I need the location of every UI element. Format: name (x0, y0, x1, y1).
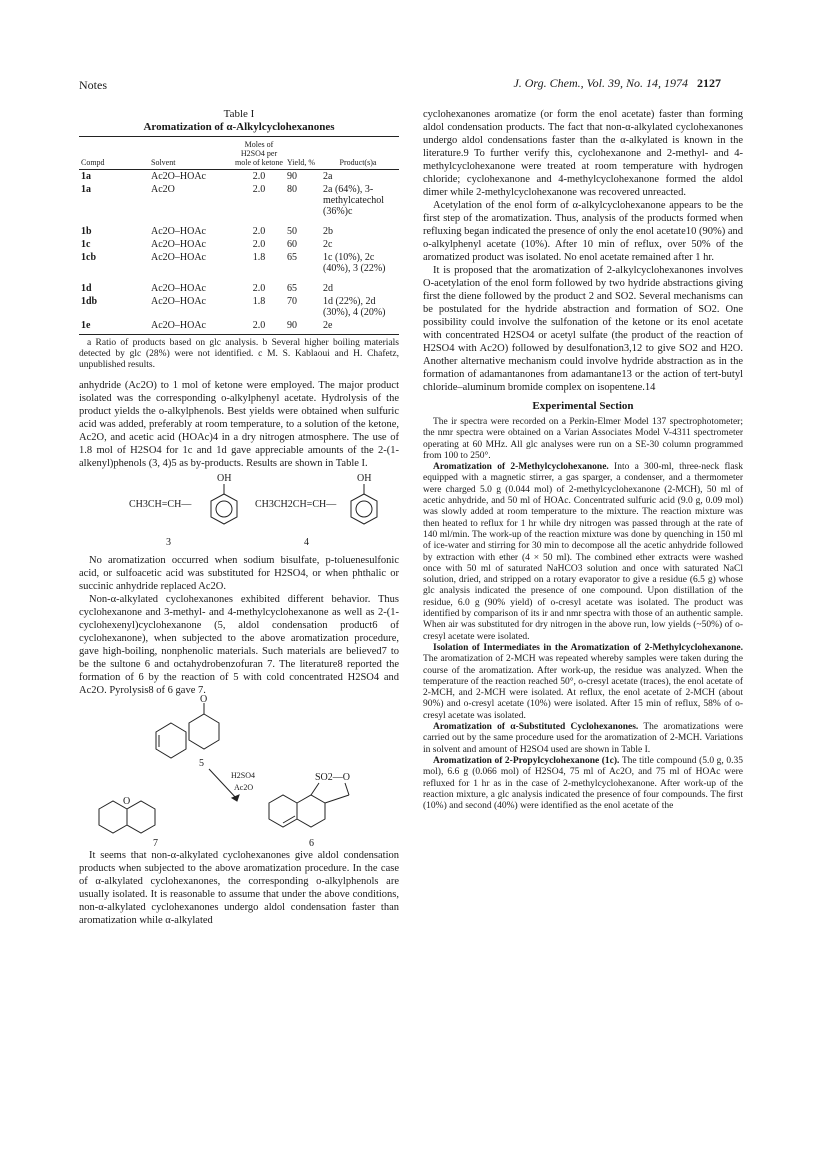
run-in-heading: Isolation of Intermediates in the Aromatization of 2-Methylcyclohexanone. (433, 642, 743, 653)
cell-yield: 70 (287, 296, 297, 307)
experimental-text (423, 417, 743, 812)
col-header-products: Product(s)a (317, 139, 399, 170)
table-footnotes: a Ratio of products based on glc analysis. b Several higher boiling materials detected by glc (28%) were not identified. c M. S. Kablaoui and H. Chafetz, unpublished results. (79, 338, 399, 370)
carbonyl-o: O (200, 694, 208, 705)
cell-yield: 90 (287, 171, 297, 182)
structures-3-4 (79, 474, 399, 554)
paragraph: No aromatization occurred when sodium bisulfate, p-toluenesulfonic acid, or sulfoacetic acid was substituted for H2SO4, or when phthalic or succinic anhydride replaced Ac2O. (79, 555, 399, 592)
paragraph: Non-α-alkylated cyclohexanones exhibited different behavior. Thus cyclohexanone and 3-methyl- and 4-methylcyclohexanone as well as 2-(1-cyclohexenyl)cyclohexanone (5, aldol condensation product6 of cyclohexanone), when subjected to the above aromatization procedure, gave high-boiling, nonphenolic materials. Such materials are believed7 to be the sultone 6 and octahydrobenzofuran 7. The literature8 reported the formation of 6 by the reaction of 5 with cold concentrated H2SO4 and Ac2O. Pyrolysis8 of 6 gave 7. (79, 594, 399, 696)
cell-product: 2a (323, 171, 333, 182)
running-header-left: Notes (79, 78, 107, 92)
compound-number-7: 7 (153, 838, 158, 849)
col-header-compd: Compd (79, 139, 133, 170)
paragraph-body: Into a 300-ml, three-neck flask equipped with a magnetic stirrer, a gas sparger, a condenser, and a thermometer were charged 5.0 g (0.044 mol) of 2-methylcyclohexanone (2-MCH), 50 ml of acetic anhydride, and 50 ml of HOAc. Concentrated sulfuric acid (9.0 g, 0.09 mol) was slowly added at room temperature to the mixture. The reaction mixture was then heated to reflux for 1 hr while dry nitrogen was passed through at the rate of 140 ml/min. The work-up of the reaction mixture was done by quenching in 150 ml of ice-water and stirring for 30 min to decompose all the acetic anhydride followed by extraction with ether (4 × 50 ml). The combined ether extracts were washed once with 50 ml of saturated NaHCO3 solution and once with saturated NaCl solution, dried, and stripped on a rotary evaporator to give a residue (6.5 g) whose glc analysis indicated the presence of one compound. Upon distillation of the residue, 6.0 g (90% yield) of o-cresyl acetate was isolated. The product was identified by comparison of its ir and nmr spectra with those of an authentic sample. When air was substituted for dry nitrogen in the above run, low yields (~50%) of o-cresyl acetate were isolated. (423, 462, 744, 642)
side-chain-3: CH3CH=CH— (129, 499, 192, 510)
cell-compd: 1b (81, 226, 92, 237)
cell-yield: 65 (287, 283, 297, 294)
cell-product: 1d (22%), 2d (30%), 4 (20%) (323, 296, 386, 318)
col-header-solvent: Solvent (133, 139, 233, 170)
cell-compd: 1d (81, 283, 92, 294)
paragraph: anhydride (Ac2O) to 1 mol of ketone were employed. The major product isolated was the corresponding o-alkylphenyl acetate. Hydrolysis of the product yields the o-alkylphenols. Best yields were obtained when sulfuric acid was added, preferably at room temperature, to a solution of the ketone, Ac2O, and acetic acid (HOAc)4 in a dry nitrogen atmosphere. The use of 1.8 mol of H2SO4 for 1c and 1d gave appreciable amounts of the 2-(1-alkenyl)phenols (3, 4)5 as by-products. Results are shown in Table I. (79, 380, 399, 469)
cell-product: 1c (10%), 2c (40%), 3 (22%) (323, 252, 386, 274)
table-row (79, 218, 399, 238)
data-table (79, 136, 399, 335)
paragraph: cyclohexanones aromatize (or form the enol acetate) faster than forming aldol condensation products. The fact that non-α-alkylated cyclohexanones undergo aldol condensations faster than the α-alkylated is known in the literature.9 To further verify this, cyclohexanone and 2-methyl- and 4-methylcyclohexanone were treated at room temperature with hydrogen chloride; cyclohexanone and 4-methylcyclohexanone formed the aldol dimer while 2-methylcyclohexanone was recovered unreacted. (423, 109, 743, 198)
cell-compd: 1db (81, 296, 98, 307)
cell-yield: 50 (287, 226, 297, 237)
table-body (79, 170, 399, 335)
cell-moles: 1.8 (252, 296, 266, 307)
cell-moles: 1.8 (252, 252, 266, 263)
oh-label-3: OH (217, 473, 232, 484)
col-header-yield: Yield, % (285, 139, 317, 170)
paragraph: It is proposed that the aromatization of 2-alkylcyclohexanones involves O-acetylation of the enol form followed by two hydride abstractions giving first the diene followed by the product 2 and SO2. Several mechanisms can be postulated for the hydride abstraction and formation of SO2. One possibility could involve the sulfonation of the ketone or its enol acetate with concentrated H2SO4 or acetyl sulfate (the product of the reaction of H2SO4 with Ac2O) followed by desulfonation3,12 to give SO2 and H2O. Another alternative mechanism could involve hydride abstraction as in the formation of adamantanones from adamantane13 or the action of tert-butyl chloride–aluminum bromide complex on isopentene.14 (423, 265, 743, 393)
paragraph-body: The title compound (5.0 g, 0.35 mol), 6.6 g (0.066 mol) of H2SO4, 75 ml of Ac2O, and 75 ml of HOAc were refluxed for 1 hr as in the case of 2-methylcyclohexanone. After work-up of the reaction mixture, a glc analysis indicated the presence of four compounds. The first (10%) and second (40%) were identified as the enol acetate of the (423, 755, 743, 812)
table-row (79, 275, 399, 295)
cell-product: 2c (323, 239, 333, 250)
cell-moles: 2.0 (233, 319, 285, 335)
paragraph-body: The aromatization of 2-MCH was repeated whereby samples were taken during the course of the aromatization. After work-up, the residue was analyzed. When the temperature of the reaction reached 50°, o-cresyl acetate (traces), the enol acetate of 2-MCH, and 2-MCH were isolated. At reflux, the enol acetate of 2-MCH (about 90%) and o-cresyl acetate (10%) were isolated. After 15 min of reflux, 58% of o-cresyl acetate was isolated. (423, 654, 743, 721)
paragraph-body: The aromatizations were carried out by the same procedure used for the aromatization of 2-MCH. Variations in solvent and amount of H2SO4 used are shown in Table I. (423, 722, 743, 755)
cell-solvent: Ac2O–HOAc (133, 319, 233, 335)
cell-yield: 65 (287, 252, 297, 263)
compound-number-6: 6 (309, 838, 314, 849)
structures-5-6-7 (79, 694, 399, 849)
cell-product: 2d (323, 283, 333, 294)
table-caption: Aromatization of α-Alkylcyclohexanones (143, 121, 335, 133)
structures-3-4-drawing (79, 474, 399, 554)
cell-solvent: Ac2O–HOAc (151, 239, 206, 250)
section-heading: Experimental Section (532, 400, 634, 412)
left-column (79, 108, 399, 927)
cell-solvent: Ac2O–HOAc (151, 296, 206, 307)
cell-yield: 90 (285, 319, 317, 335)
cell-moles: 2.0 (252, 239, 266, 250)
cell-moles: 2.0 (252, 283, 266, 294)
paragraph: The ir spectra were recorded on a Perkin-Elmer Model 137 spectrophotometer; the nmr spectra were obtained on a Varian Associates Model V-4311 spectrometer operating at 60 MHz. All glc analyses were run on a SE-30 column programmed from 100 to 250°. (423, 417, 743, 461)
paragraph (423, 722, 743, 756)
ring-oxygen: O (123, 796, 131, 807)
cell-solvent: Ac2O (151, 184, 175, 195)
paragraph: Acetylation of the enol form of α-alkylcyclohexanone appears to be the first step of the aromatization. Thus, analysis of the products formed when refluxing began indicated the presence of only the enol acetate10 (90%) and o-alkylphenyl acetate (10%). After 10 min of reflux, over 50% of the aromatized product was isolated. No enol acetate remained after 1 hr. (423, 200, 743, 263)
cell-compd: 1a (81, 171, 91, 182)
page-number: 2127 (697, 76, 721, 90)
running-header-right (513, 76, 721, 91)
table-row (79, 295, 399, 319)
cell-solvent: Ac2O–HOAc (151, 252, 206, 263)
table-number: Table I (223, 108, 255, 120)
cell-moles: 2.0 (252, 184, 266, 195)
right-column (423, 108, 743, 812)
cell-yield: 60 (287, 239, 297, 250)
cell-moles: 2.0 (252, 226, 266, 237)
cell-product: 2b (323, 226, 333, 237)
cell-compd: 1a (81, 184, 91, 195)
paragraph (423, 462, 743, 643)
paragraph (423, 643, 743, 722)
compound-number-4: 4 (304, 537, 309, 548)
paragraph: It seems that non-α-alkylated cyclohexanones give aldol condensation products when subjected to the above aromatization procedure. In the case of α-alkylated cyclohexanones, the corresponding o-alkylphenols are usually isolated. It is reasonable to assume that under the above conditions, non-α-alkylated cyclohexanones undergo aldol condensation faster than aromatization while α-alkylated (79, 850, 399, 926)
cell-moles: 2.0 (252, 171, 266, 182)
run-in-heading: Aromatization of 2-Propylcyclohexanone (1c). (433, 755, 620, 766)
sultone-label: SO2—O (315, 772, 351, 783)
reagent-h2so4: H2SO4 (231, 771, 256, 780)
cell-product: 2a (64%), 3-methylcatechol (36%)c (323, 184, 385, 217)
side-chain-4: CH3CH2CH=CH— (255, 499, 337, 510)
table-row (79, 238, 399, 251)
cell-solvent: Ac2O–HOAc (151, 171, 206, 182)
reagent-ac2o: Ac2O (234, 783, 254, 792)
journal-citation: J. Org. Chem., Vol. 39, No. 14, 1974 (513, 76, 688, 90)
oh-label-4: OH (357, 473, 372, 484)
cell-compd: 1cb (81, 252, 96, 263)
run-in-heading: Aromatization of α-Substituted Cyclohexanones. (433, 722, 639, 733)
paragraph (423, 756, 743, 812)
table-row (79, 319, 399, 335)
run-in-heading: Aromatization of 2-Methylcyclohexanone. (433, 462, 609, 473)
cell-product: 2e (317, 319, 399, 335)
table-row (79, 183, 399, 218)
col-header-moles: Moles of H2SO4 per mole of ketone (233, 139, 285, 170)
cell-yield: 80 (287, 184, 297, 195)
cell-compd: 1e (79, 319, 133, 335)
table-row (79, 170, 399, 184)
compound-number-3: 3 (166, 537, 171, 548)
compound-number-5: 5 (199, 758, 204, 769)
cell-compd: 1c (81, 239, 91, 250)
table-row (79, 251, 399, 275)
table-header-row (79, 139, 399, 170)
cell-solvent: Ac2O–HOAc (151, 226, 206, 237)
table-title (79, 108, 399, 134)
cell-solvent: Ac2O–HOAc (151, 283, 206, 294)
